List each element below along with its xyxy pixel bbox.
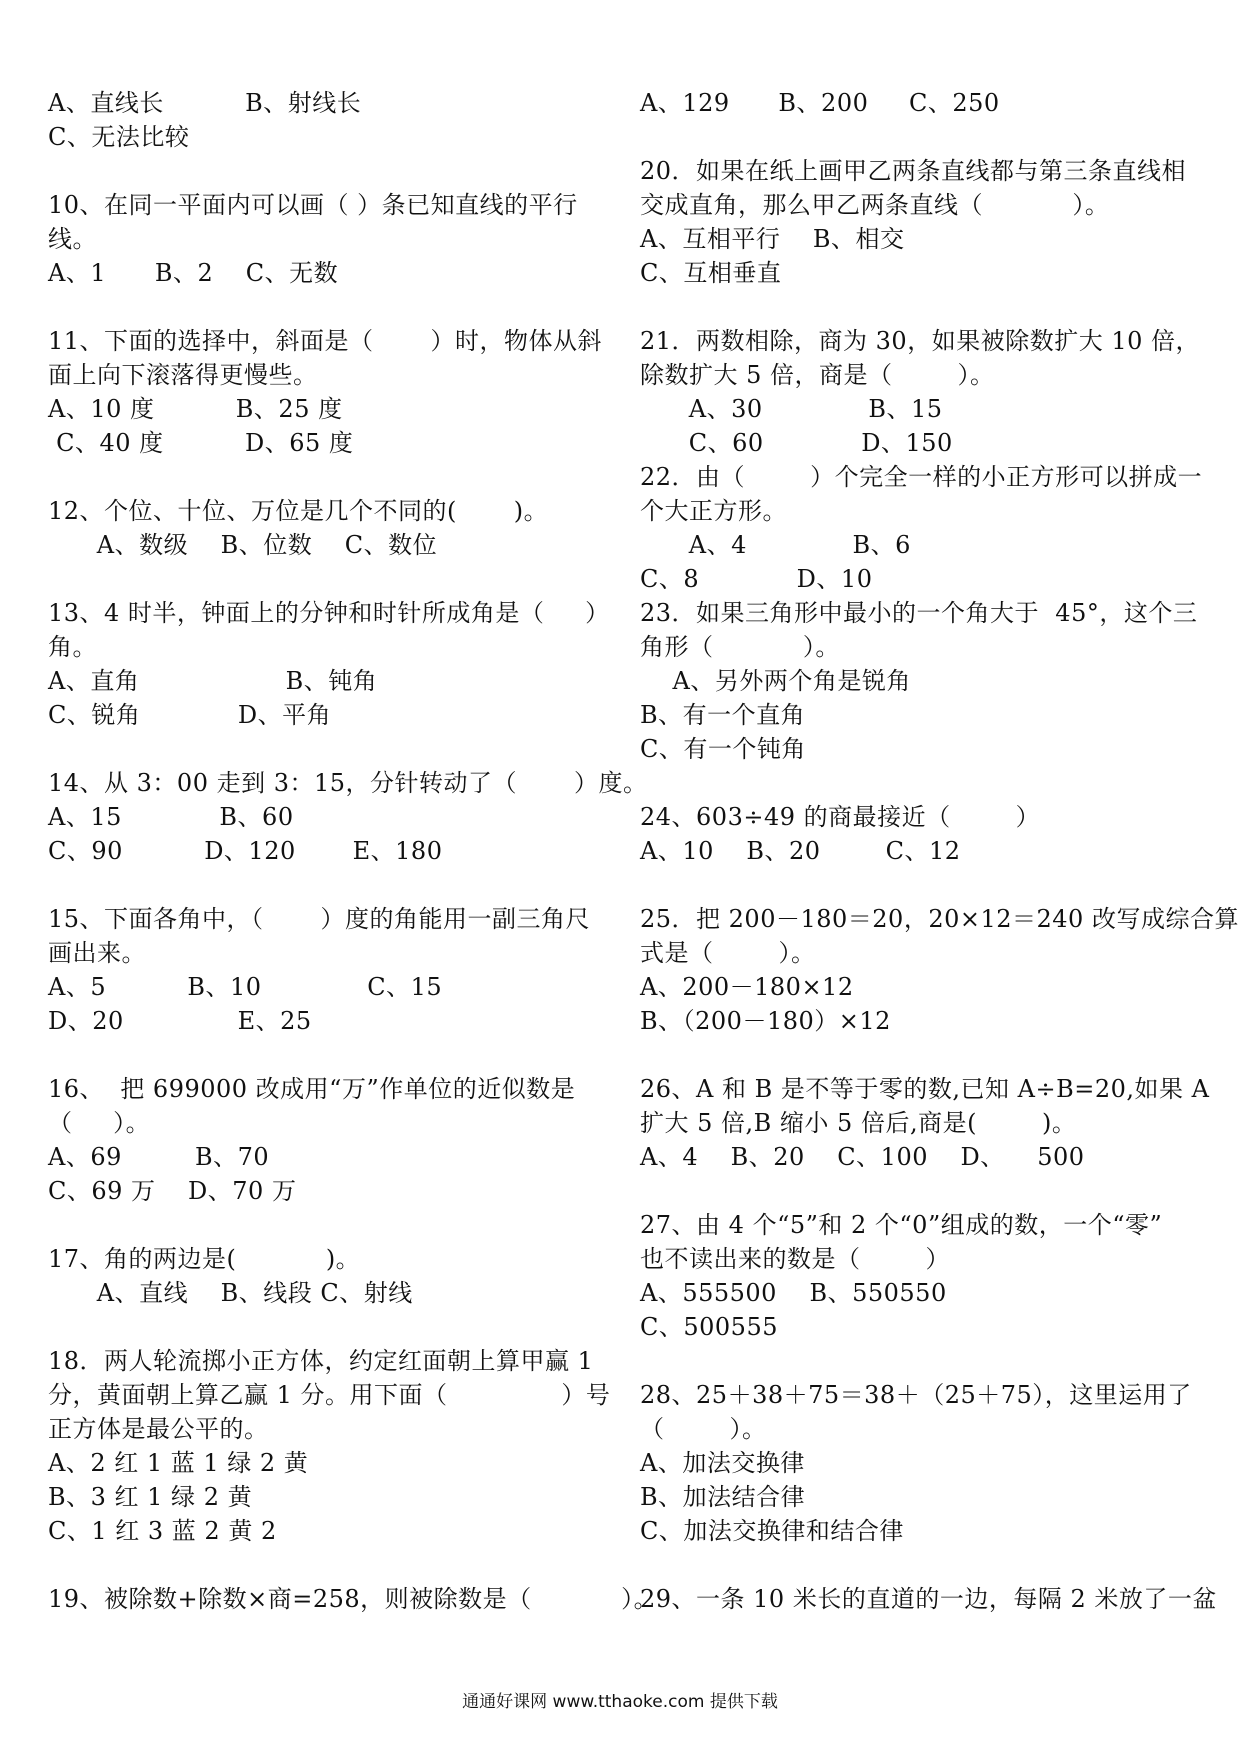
text-line: C、无法比较 — [48, 123, 190, 151]
left-question-column — [48, 86, 659, 1616]
text-line: A、15 B、60 — [48, 803, 294, 831]
text-line: A、2 红 1 蓝 1 绿 2 黄 — [48, 1449, 309, 1477]
spacer — [48, 1038, 598, 1072]
text-line: C、60 D、150 — [640, 429, 953, 457]
text-line: A、直线长 B、射线长 — [48, 89, 362, 117]
text-line: 除数扩大 5 倍，商是（ ）。 — [640, 361, 995, 389]
text-line: 线。 — [48, 225, 97, 253]
spacer — [48, 562, 598, 596]
spacer — [48, 1310, 598, 1344]
text-line: 25．把 200－180＝20，20×12＝240 改写成综合算 — [640, 905, 1239, 933]
text-line: 22．由（ ）个完全一样的小正方形可以拼成一 — [640, 463, 1203, 491]
text-line: A、另外两个角是锐角 — [640, 667, 911, 695]
spacer — [640, 766, 1200, 800]
text-line: B、3 红 1 绿 2 黄 — [48, 1483, 253, 1511]
text-line: 21．两数相除，商为 30，如果被除数扩大 10 倍， — [640, 327, 1201, 355]
text-line: B、（200－180）×12 — [640, 1007, 891, 1035]
text-line: A、1 B、2 C、无数 — [48, 259, 339, 287]
text-line: 11、下面的选择中，斜面是（ ）时，物体从斜 — [48, 327, 602, 355]
text-line: A、加法交换律 — [640, 1449, 805, 1477]
text-line: 29、一条 10 米长的直道的一边，每隔 2 米放了一盆 — [640, 1585, 1217, 1613]
spacer — [48, 868, 598, 902]
text-line: 角形（ ）。 — [640, 633, 840, 661]
text-line: 分，黄面朝上算乙赢 1 分。用下面（ ）号 — [48, 1381, 611, 1409]
text-line: C、1 红 3 蓝 2 黄 2 — [48, 1517, 277, 1545]
spacer — [48, 732, 598, 766]
text-line: 式是（ ）。 — [640, 939, 816, 967]
text-line: A、直角 B、钝角 — [48, 667, 378, 695]
text-line: 19、被除数+除数×商=258，则被除数是（ ）。 — [48, 1585, 659, 1613]
text-line: 面上向下滚落得更慢些。 — [48, 361, 318, 389]
text-line: 20．如果在纸上画甲乙两条直线都与第三条直线相 — [640, 157, 1187, 185]
text-line: A、数级 B、位数 C、数位 — [48, 531, 438, 559]
text-line: （ ）。 — [48, 1109, 151, 1137]
spacer — [48, 154, 598, 188]
text-line: A、10 B、20 C、12 — [640, 837, 961, 865]
page-footer: 通通好课网 www.tthaoke.com 提供下载 — [462, 1692, 778, 1712]
text-line: 画出来。 — [48, 939, 146, 967]
spacer — [640, 120, 1200, 154]
text-line: 17、角的两边是( )。 — [48, 1245, 361, 1273]
text-line: 正方体是最公平的。 — [48, 1415, 269, 1443]
text-line: 24、603÷49 的商最接近（ ） — [640, 803, 1041, 831]
text-line: 26、A 和 B 是不等于零的数,已知 A÷B=20,如果 A — [640, 1075, 1210, 1103]
spacer — [640, 1174, 1200, 1208]
text-line: C、加法交换律和结合律 — [640, 1517, 904, 1545]
text-line: 23．如果三角形中最小的一个角大于 45°，这个三 — [640, 599, 1198, 627]
text-line: 14、从 3：00 走到 3：15，分针转动了（ ）度。 — [48, 769, 648, 797]
spacer — [48, 290, 598, 324]
text-line: 13、4 时半，钟面上的分钟和时针所成角是（ ） — [48, 599, 610, 627]
spacer — [48, 1548, 598, 1582]
spacer — [640, 1344, 1200, 1378]
text-line: 个大正方形。 — [640, 497, 787, 525]
text-line: 10、在同一平面内可以画（ ）条已知直线的平行 — [48, 191, 578, 219]
text-line: C、有一个钝角 — [640, 735, 806, 763]
text-line: 交成直角，那么甲乙两条直线（ ）。 — [640, 191, 1110, 219]
text-line: 角。 — [48, 633, 97, 661]
spacer — [48, 1208, 598, 1242]
text-line: A、200－180×12 — [640, 973, 854, 1001]
text-line: A、5 B、10 C、15 — [48, 973, 443, 1001]
text-line: A、互相平行 B、相交 — [640, 225, 905, 253]
text-line: A、直线 B、线段 C、射线 — [48, 1279, 413, 1307]
spacer — [640, 290, 1200, 324]
text-line: 扩大 5 倍,B 缩小 5 倍后,商是( )。 — [640, 1109, 1077, 1137]
text-line: C、40 度 D、65 度 — [48, 429, 354, 457]
text-line: 27、由 4 个“5”和 2 个“0”组成的数，一个“零” — [640, 1211, 1163, 1239]
text-line: B、有一个直角 — [640, 701, 806, 729]
text-line: 也不读出来的数是（ ） — [640, 1245, 951, 1273]
spacer — [640, 868, 1200, 902]
text-line: 15、下面各角中，（ ）度的角能用一副三角尺 — [48, 905, 590, 933]
text-line: A、129 B、200 C、250 — [640, 89, 1000, 117]
text-line: A、4 B、20 C、100 D、 500 — [640, 1143, 1085, 1171]
text-line: 28、25＋38＋75＝38＋（25＋75），这里运用了 — [640, 1381, 1192, 1409]
text-line: C、69 万 D、70 万 — [48, 1177, 297, 1205]
text-line: （ ）。 — [640, 1415, 767, 1443]
text-line: 12、个位、十位、万位是几个不同的( )。 — [48, 497, 549, 525]
text-line: A、69 B、70 — [48, 1143, 270, 1171]
spacer — [48, 460, 598, 494]
text-line: A、10 度 B、25 度 — [48, 395, 343, 423]
spacer — [640, 1548, 1200, 1582]
text-line: 16、 把 699000 改成用“万”作单位的近似数是 — [48, 1075, 576, 1103]
text-line: A、555500 B、550550 — [640, 1279, 947, 1307]
text-line: A、30 B、15 — [640, 395, 943, 423]
text-line: C、锐角 D、平角 — [48, 701, 332, 729]
text-line: C、互相垂直 — [640, 259, 782, 287]
text-line: C、500555 — [640, 1313, 778, 1341]
text-line: C、90 D、120 E、180 — [48, 837, 443, 865]
text-line: D、20 E、25 — [48, 1007, 312, 1035]
text-line: A、4 B、6 — [640, 531, 911, 559]
text-line: C、8 D、10 — [640, 565, 873, 593]
text-line: 18．两人轮流掷小正方体，约定红面朝上算甲赢 1 — [48, 1347, 594, 1375]
text-line: B、加法结合律 — [640, 1483, 806, 1511]
spacer — [640, 1038, 1200, 1072]
right-question-column — [640, 86, 1239, 1616]
